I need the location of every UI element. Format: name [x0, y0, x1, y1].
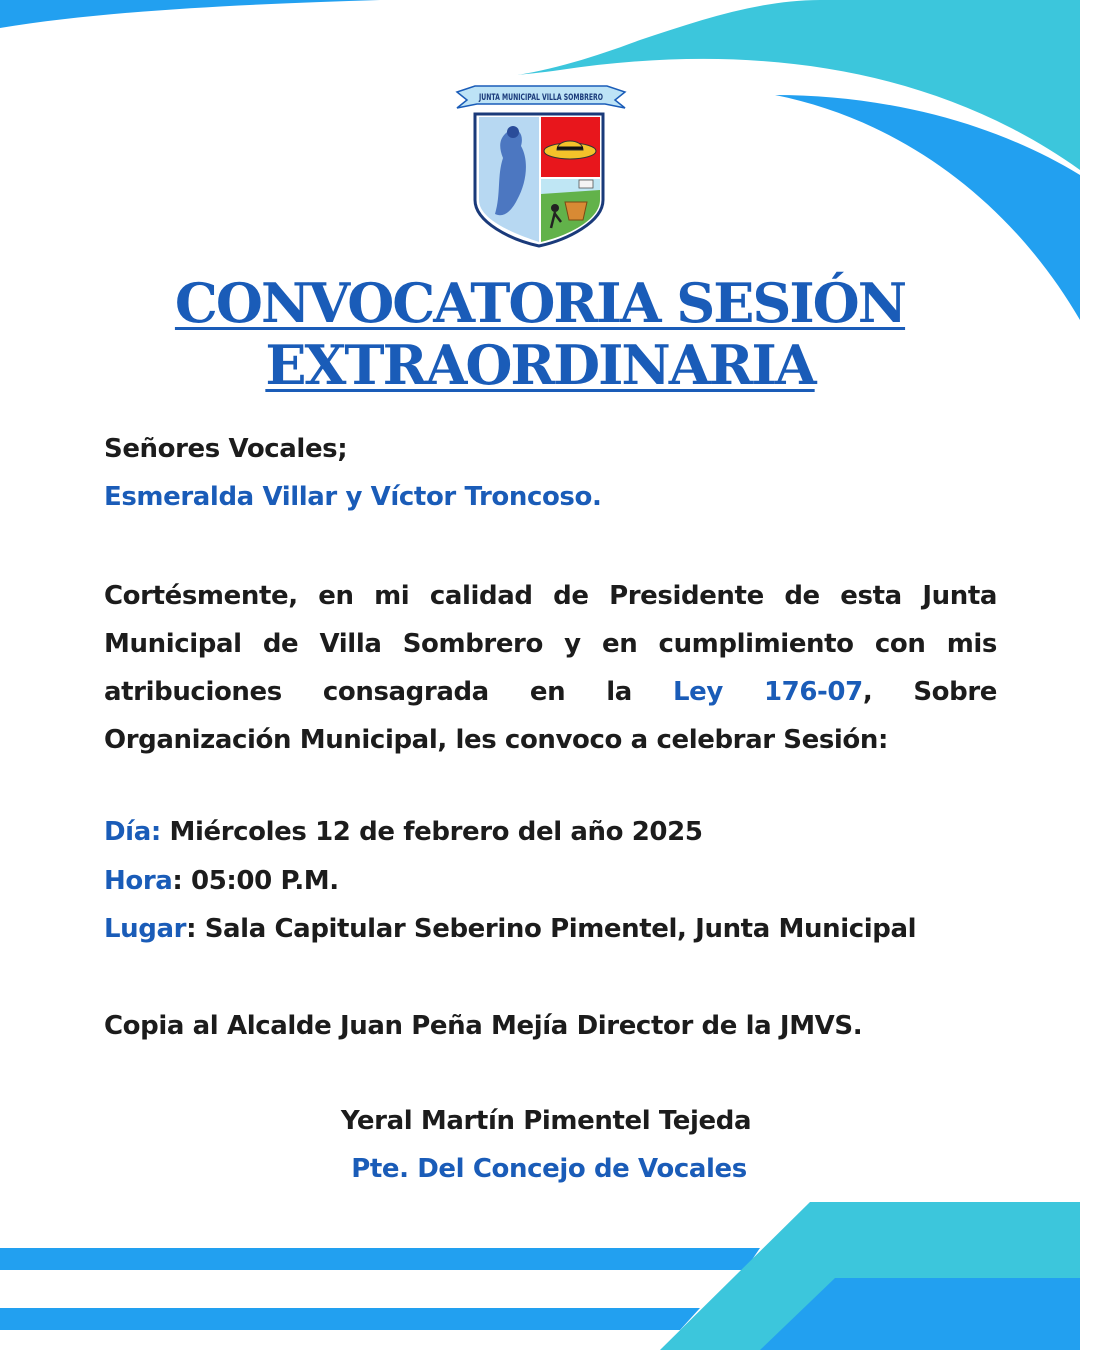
signature-name: Yeral Martín Pimentel Tejeda [340, 1106, 752, 1136]
time-line [104, 866, 997, 896]
signature-role: Pte. Del Concejo de Vocales [351, 1154, 747, 1184]
law-reference: Ley 176-07 [672, 677, 863, 707]
body-part-1: Cortésmente, en mi calidad de Presidente de esta Junta Municipal de Villa Sombrero y en cumplimiento con mis atribuciones consagrada en la [104, 581, 997, 707]
place-value: : Sala Capitular Seberino Pimentel, Junta Municipal [186, 914, 917, 944]
place-line [104, 914, 1054, 944]
time-value: : 05:00 P.M. [172, 866, 339, 896]
body-part-2: , Sobre Organización Municipal, les convoco a celebrar Sesión: [104, 677, 997, 755]
addressees: Esmeralda Villar y Víctor Troncoso. [104, 482, 602, 512]
greeting: Señores Vocales; [104, 434, 348, 464]
svg-text:JUNTA MUNICIPAL VILLA SOMBRERO: JUNTA MUNICIPAL VILLA SOMBRERO [478, 93, 603, 103]
title-line-2: EXTRAORDINARIA [265, 333, 815, 397]
day-value: Miércoles 12 de febrero del año 2025 [160, 817, 703, 847]
bottom-stripe-blue-1 [0, 1248, 760, 1270]
copy-line: Copia al Alcalde Juan Peña Mejía Director de la JMVS. [104, 1011, 863, 1041]
place-label: Lugar [104, 914, 187, 944]
day-line [104, 817, 997, 847]
document-title [0, 272, 1080, 396]
bottom-stripe-blue-2 [0, 1308, 700, 1330]
municipal-crest-logo [455, 82, 627, 252]
time-label: Hora [104, 866, 173, 896]
day-label: Día: [104, 817, 161, 847]
title-line-1: CONVOCATORIA SESIÓN [174, 271, 906, 335]
body-paragraph [104, 572, 997, 764]
